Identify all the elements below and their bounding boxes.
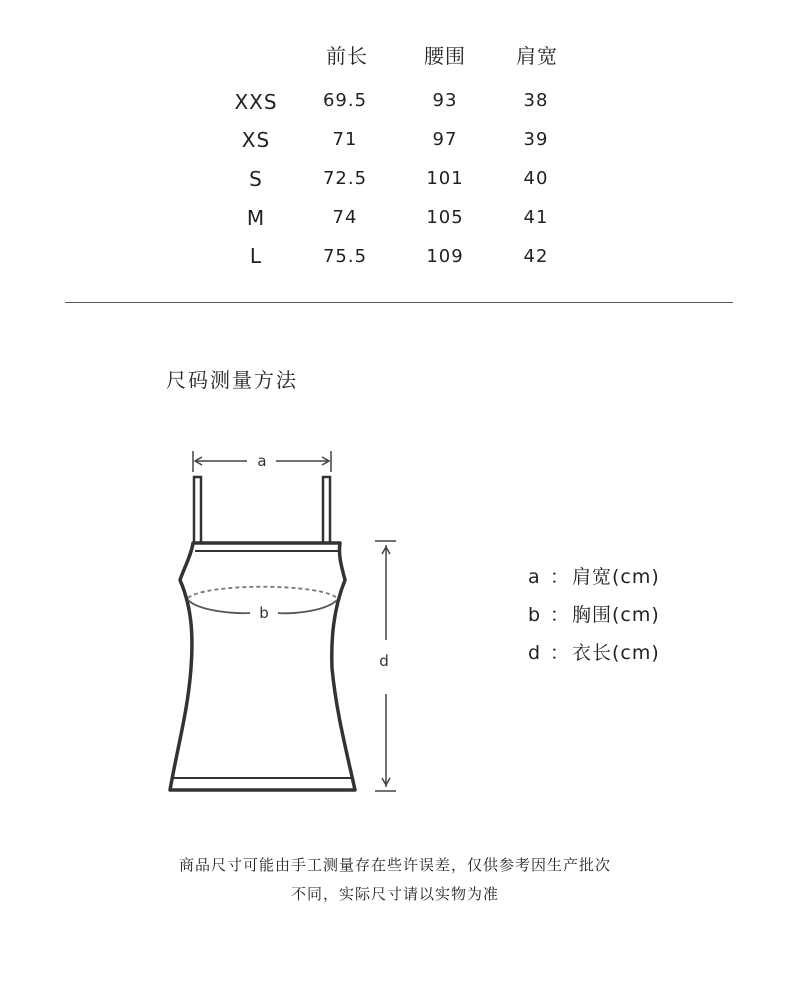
table-cell: 41 <box>523 207 549 228</box>
legend-colon: ： <box>550 642 571 664</box>
table-cell: 71 <box>332 129 358 150</box>
header-waist: 腰围 <box>424 44 466 68</box>
size-label: M <box>246 206 266 230</box>
table-cell: 42 <box>523 246 549 267</box>
table-cell: 40 <box>523 168 549 189</box>
camisole-measurement-diagram <box>0 430 790 810</box>
legend-text: 衣长(cm) <box>572 642 660 664</box>
table-cell: 38 <box>523 90 549 111</box>
label-b: b <box>259 604 269 622</box>
legend-key: d <box>528 642 542 664</box>
size-label: XXS <box>234 90 278 114</box>
garment-body <box>170 543 355 790</box>
legend-colon: ： <box>550 604 571 626</box>
legend-text: 胸围(cm) <box>572 604 660 626</box>
table-cell: 39 <box>523 129 549 150</box>
disclaimer-line-2: 不同，实际尺寸请以实物为准 <box>290 885 499 903</box>
legend-item <box>528 562 660 600</box>
legend-item <box>528 638 660 676</box>
table-cell: 97 <box>432 129 458 150</box>
legend-item <box>528 600 660 638</box>
size-label: XS <box>241 128 271 152</box>
garment-straps <box>194 477 330 543</box>
header-shoulder: 肩宽 <box>516 44 558 68</box>
legend-key: a <box>528 566 541 588</box>
legend-text: 肩宽(cm) <box>572 566 660 588</box>
size-label: S <box>249 167 263 191</box>
table-cell: 109 <box>426 246 464 267</box>
size-label: L <box>249 244 263 268</box>
label-d: d <box>379 652 389 670</box>
measure-section-title: 尺码测量方法 <box>166 368 298 392</box>
size-table <box>0 0 790 290</box>
table-cell: 105 <box>426 207 464 228</box>
legend-colon: ： <box>550 566 571 588</box>
table-cell: 93 <box>432 90 458 111</box>
table-cell: 69.5 <box>322 90 368 111</box>
table-cell: 75.5 <box>322 246 368 267</box>
measurement-legend <box>528 562 660 676</box>
header-front-length: 前长 <box>326 44 368 68</box>
disclaimer-line-1: 商品尺寸可能由手工测量存在些许误差，仅供参考因生产批次 <box>178 856 611 874</box>
table-cell: 101 <box>426 168 464 189</box>
table-cell: 72.5 <box>322 168 368 189</box>
table-cell: 74 <box>332 207 358 228</box>
legend-key: b <box>528 604 542 626</box>
label-a: a <box>257 452 267 470</box>
section-divider <box>65 302 733 303</box>
